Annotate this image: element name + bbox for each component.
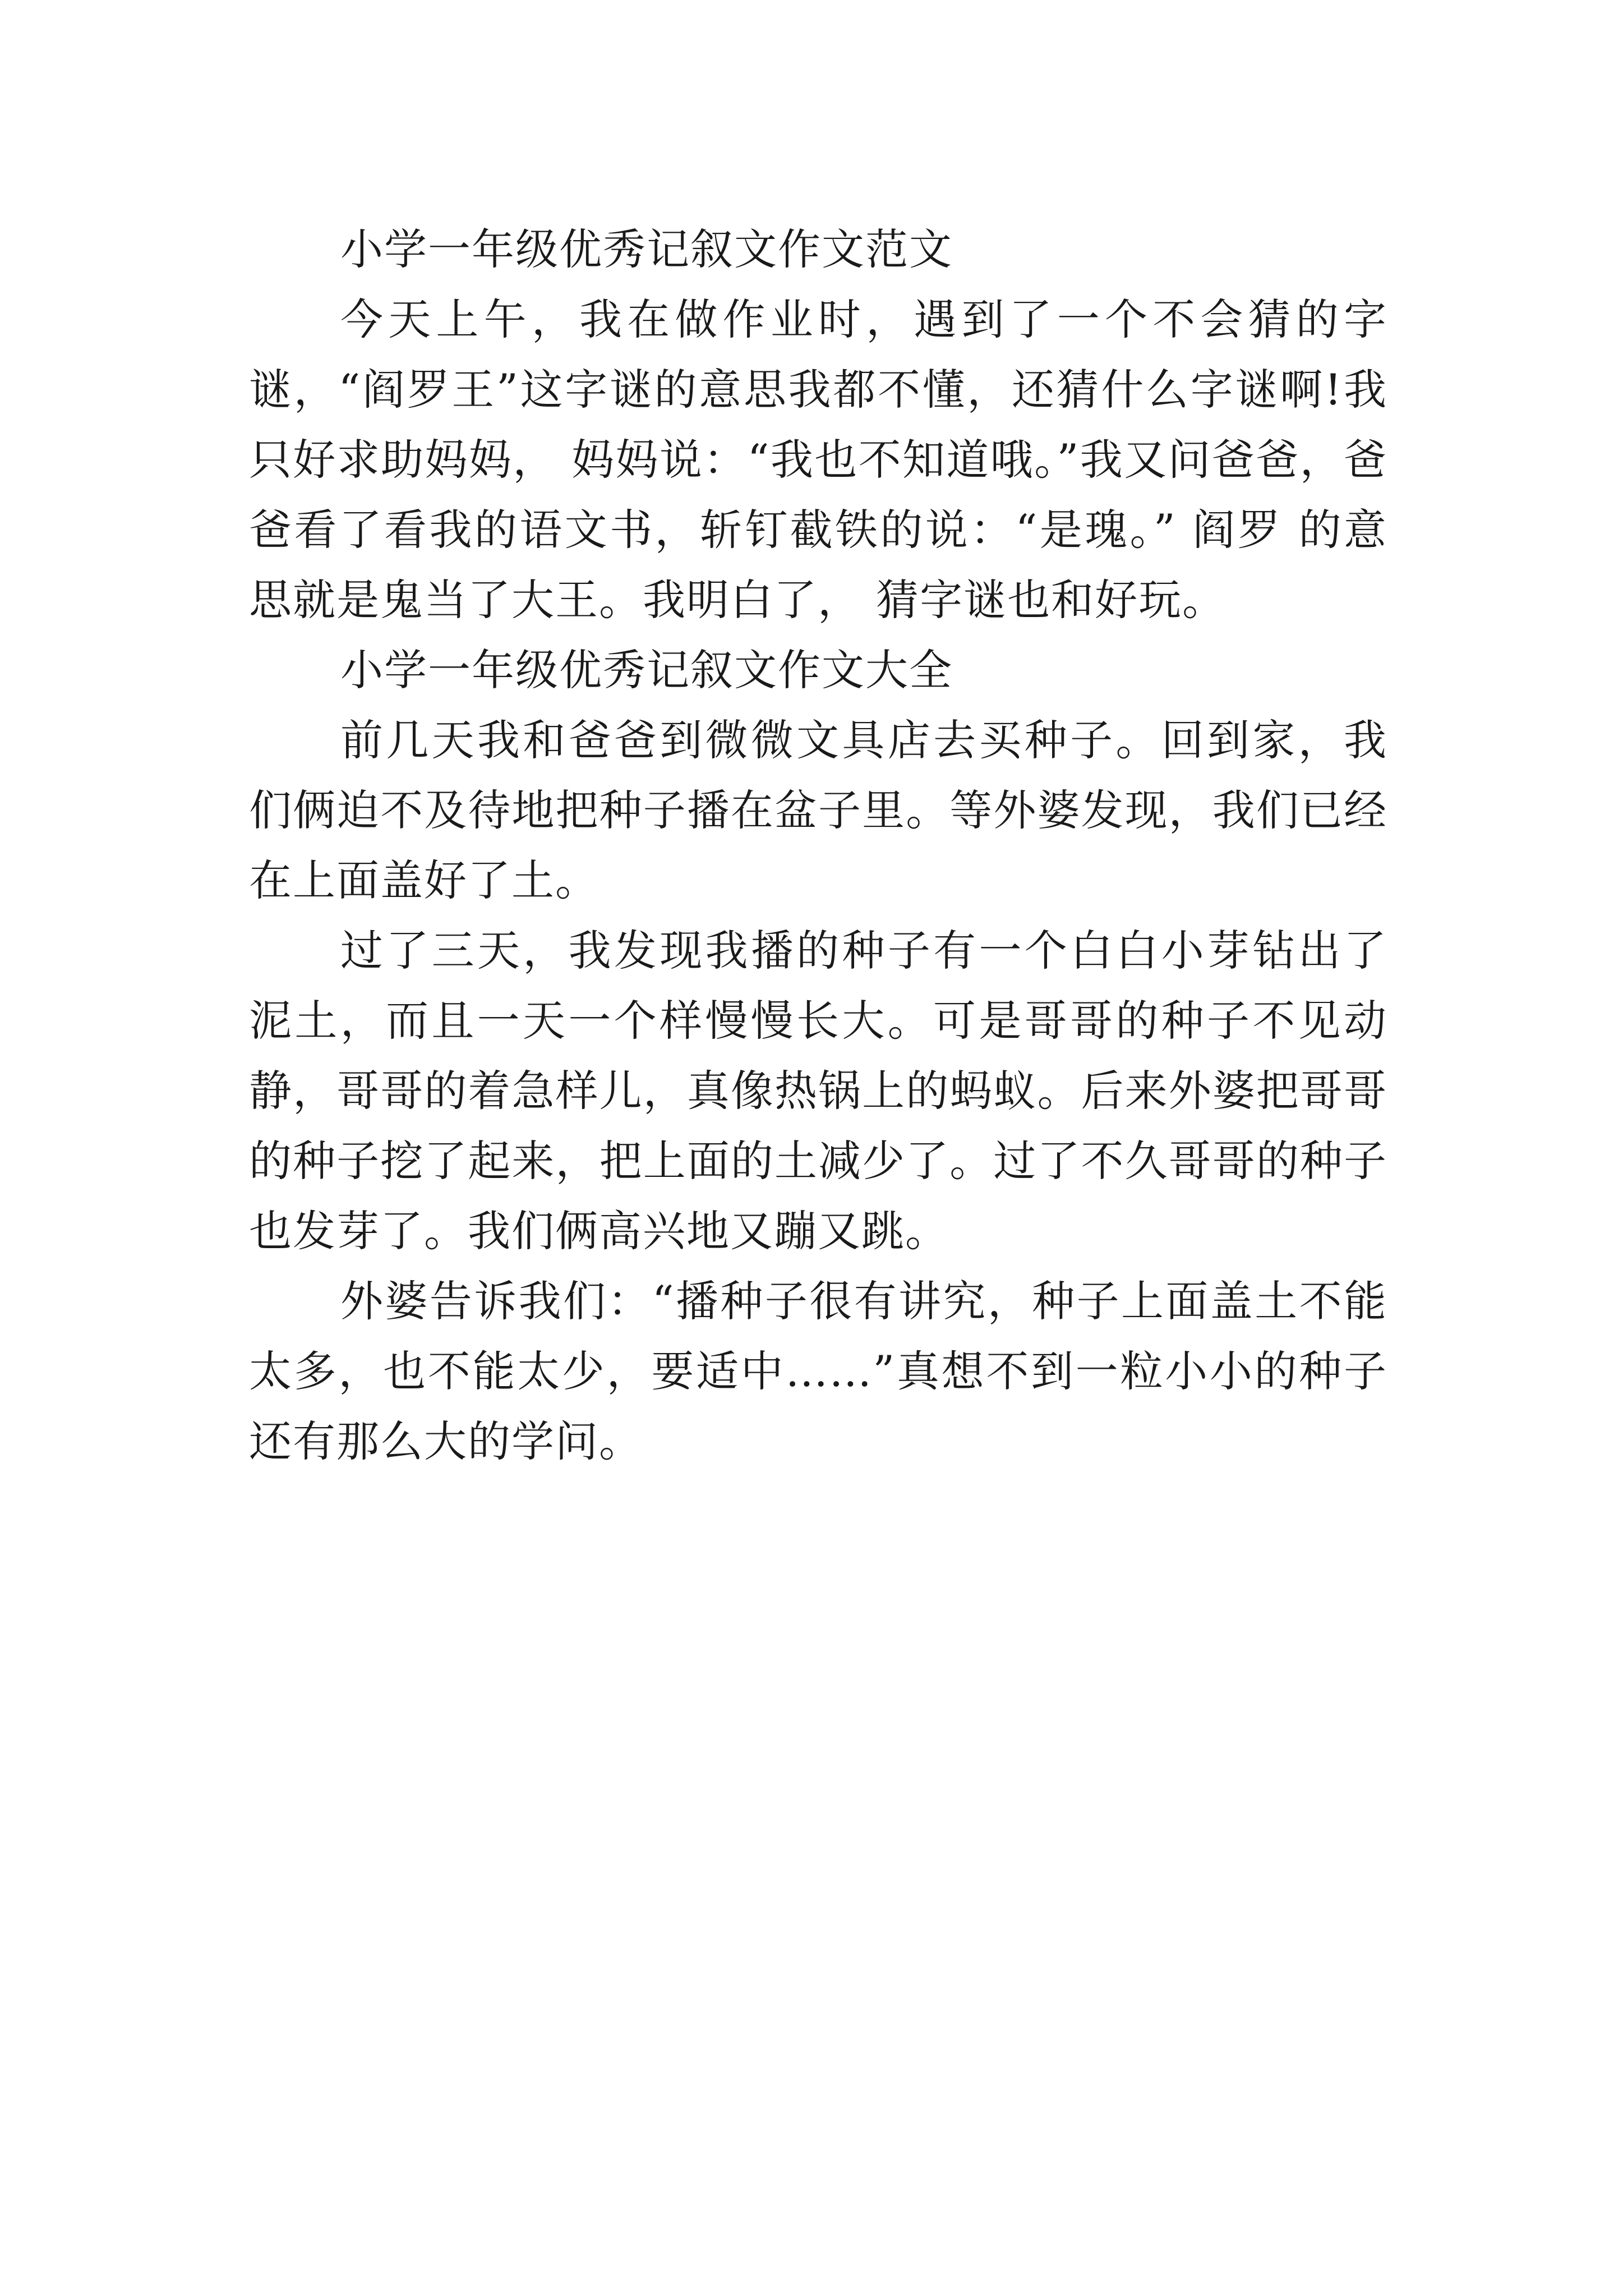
section-title: 小学一年级优秀记叙文作文范文 xyxy=(340,224,953,274)
document-body xyxy=(249,214,1387,1476)
section-title: 小学一年级优秀记叙文作文大全 xyxy=(340,645,953,695)
paragraph: 外婆告诉我们：“播种子很有讲究，种子上面盖土不能太多，也不能太少，要适中……”真想不到一粒小小的种子还有那么大的学问。 xyxy=(249,1276,1387,1466)
paragraph: 前几天我和爸爸到微微文具店去买种子。回到家，我们俩迫不及待地把种子播在盆子里。等外婆发现，我们已经在上面盖好了土。 xyxy=(249,715,1387,905)
paragraph: 过了三天，我发现我播的种子有一个白白小芽钻出了泥土，而且一天一个样慢慢长大。可是哥哥的种子不见动静，哥哥的着急样儿，真像热锅上的蚂蚁。后来外婆把哥哥的种子挖了起来，把上面的土减少了。过了不久哥哥的种子也发芽了。我们俩高兴地又蹦又跳。 xyxy=(249,926,1387,1256)
paragraph: 今天上午，我在做作业时，遇到了一个不会猜的字谜，“阎罗王”这字谜的意思我都不懂，还猜什么字谜啊!我只好求助妈妈， 妈妈说：“我也不知道哦。”我又问爸爸，爸爸看了看我的语文书，斩钉截铁的说：“是瑰。” 阎罗 的意思就是鬼当了大王。我明白了， 猜字谜也和好玩。 xyxy=(249,295,1387,625)
